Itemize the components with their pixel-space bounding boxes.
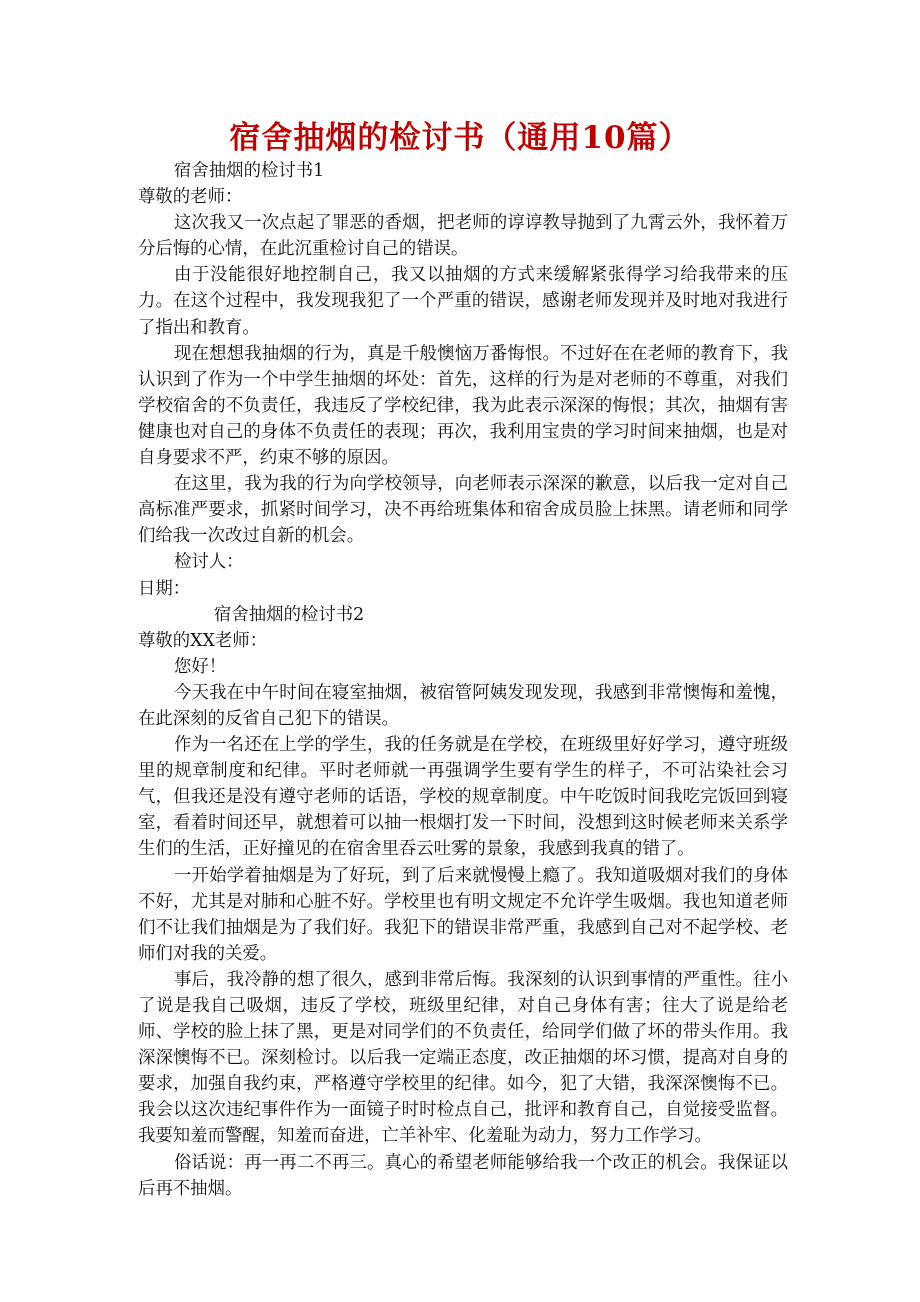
- essay1-salutation: 尊敬的老师：: [138, 187, 243, 208]
- essay1-paragraph: 这次我又一次点起了罪恶的香烟，把老师的谆谆教导抛到了九霄云外，我怀着万分后悔的心情，在此沉重检讨自己的错误。: [138, 213, 788, 260]
- essay2-greeting: 您好！: [174, 656, 227, 677]
- essay2-paragraph: 事后，我冷静的想了很久，感到非常后悔。我深刻的认识到事情的严重性。往小了说是我自己吸烟，违反了学校，班级里纪律，对自己身体有害；往大了说是给老师、学校的脸上抹了黑，更是对同学们的不负责任，给同学们做了坏的带头作用。我深深懊悔不已。深刻检讨。以后我一定端正态度，改正抽烟的坏习惯，提高对自身的要求，加强自我约束，严格遵守学校里的纪律。如今，犯了大错，我深深懊悔不已。我会以这次违纪事件作为一面镜子时时检点自己，批评和教育自己，自觉接受监督。我要知羞而警醒，知羞而奋进，亡羊补牢、化羞耻为动力，努力工作学习。: [138, 969, 788, 1147]
- essay2-paragraph: 今天我在中午时间在寝室抽烟，被宿管阿姨发现发现，我感到非常懊悔和羞愧，在此深刻的反省自己犯下的错误。: [138, 682, 788, 729]
- essay1-paragraph: 由于没能很好地控制自己，我又以抽烟的方式来缓解紧张得学习给我带来的压力。在这个过程中，我发现我犯了一个严重的错误，感谢老师发现并及时地对我进行了指出和教育。: [138, 265, 788, 338]
- essay2-paragraph: 一开始学着抽烟是为了好玩，到了后来就慢慢上瘾了。我知道吸烟对我们的身体不好，尤其是对肺和心脏不好。学校里也有明文规定不允许学生吸烟。我也知道老师们不让我们抽烟是为了我们好。我犯下的错误非常严重，我感到自己对不起学校、老师们对我的关爱。: [138, 865, 788, 964]
- document-body: [138, 158, 788, 1202]
- essay1-paragraph: 现在想想我抽烟的行为，真是千般懊恼万番悔恨。不过好在在老师的教育下，我认识到了作为一个中学生抽烟的坏处：首先，这样的行为是对老师的不尊重，对我们学校宿舍的不负责任，我违反了学校纪律，我为此表示深深的悔恨；其次，抽烟有害健康也对自己的身体不负责任的表现；再次，我利用宝贵的学习时间来抽烟，也是对自身要求不严，约束不够的原因。: [138, 343, 788, 469]
- document-title: 宿舍抽烟的检讨书（通用10篇）: [229, 120, 691, 156]
- essay2-salutation: 尊敬的XX老师：: [138, 630, 268, 651]
- essay1-date: 日期：: [138, 578, 191, 599]
- essay2-paragraph: 作为一名还在上学的学生，我的任务就是在学校，在班级里好好学习，遵守班级里的规章制度和纪律。平时老师就一再强调学生要有学生的样子，不可沾染社会习气，但我还是没有遵守老师的话语，学校的规章制度。中午吃饭时间我吃完饭回到寝室，看着时间还早，就想着可以抽一根烟打发一下时间，没想到这时候老师来关系学生们的生活，正好撞见的在宿舍里吞云吐雾的景象，我感到我真的错了。: [138, 735, 788, 860]
- essay1-paragraph: 在这里，我为我的行为向学校领导，向老师表示深深的歉意，以后我一定对自己高标准严要求，抓紧时间学习，决不再给班集体和宿舍成员脸上抹黑。请老师和同学们给我一次改过自新的机会。: [138, 474, 788, 547]
- essay2-paragraph: 俗话说：再一再二不再三。真心的希望老师能够给我一个改正的机会。我保证以后再不抽烟。: [138, 1152, 788, 1199]
- essay1-subtitle: 宿舍抽烟的检讨书1: [174, 161, 325, 181]
- essay1-signer: 检讨人：: [174, 552, 244, 573]
- essay2-subtitle: 宿舍抽烟的检讨书2: [214, 604, 365, 625]
